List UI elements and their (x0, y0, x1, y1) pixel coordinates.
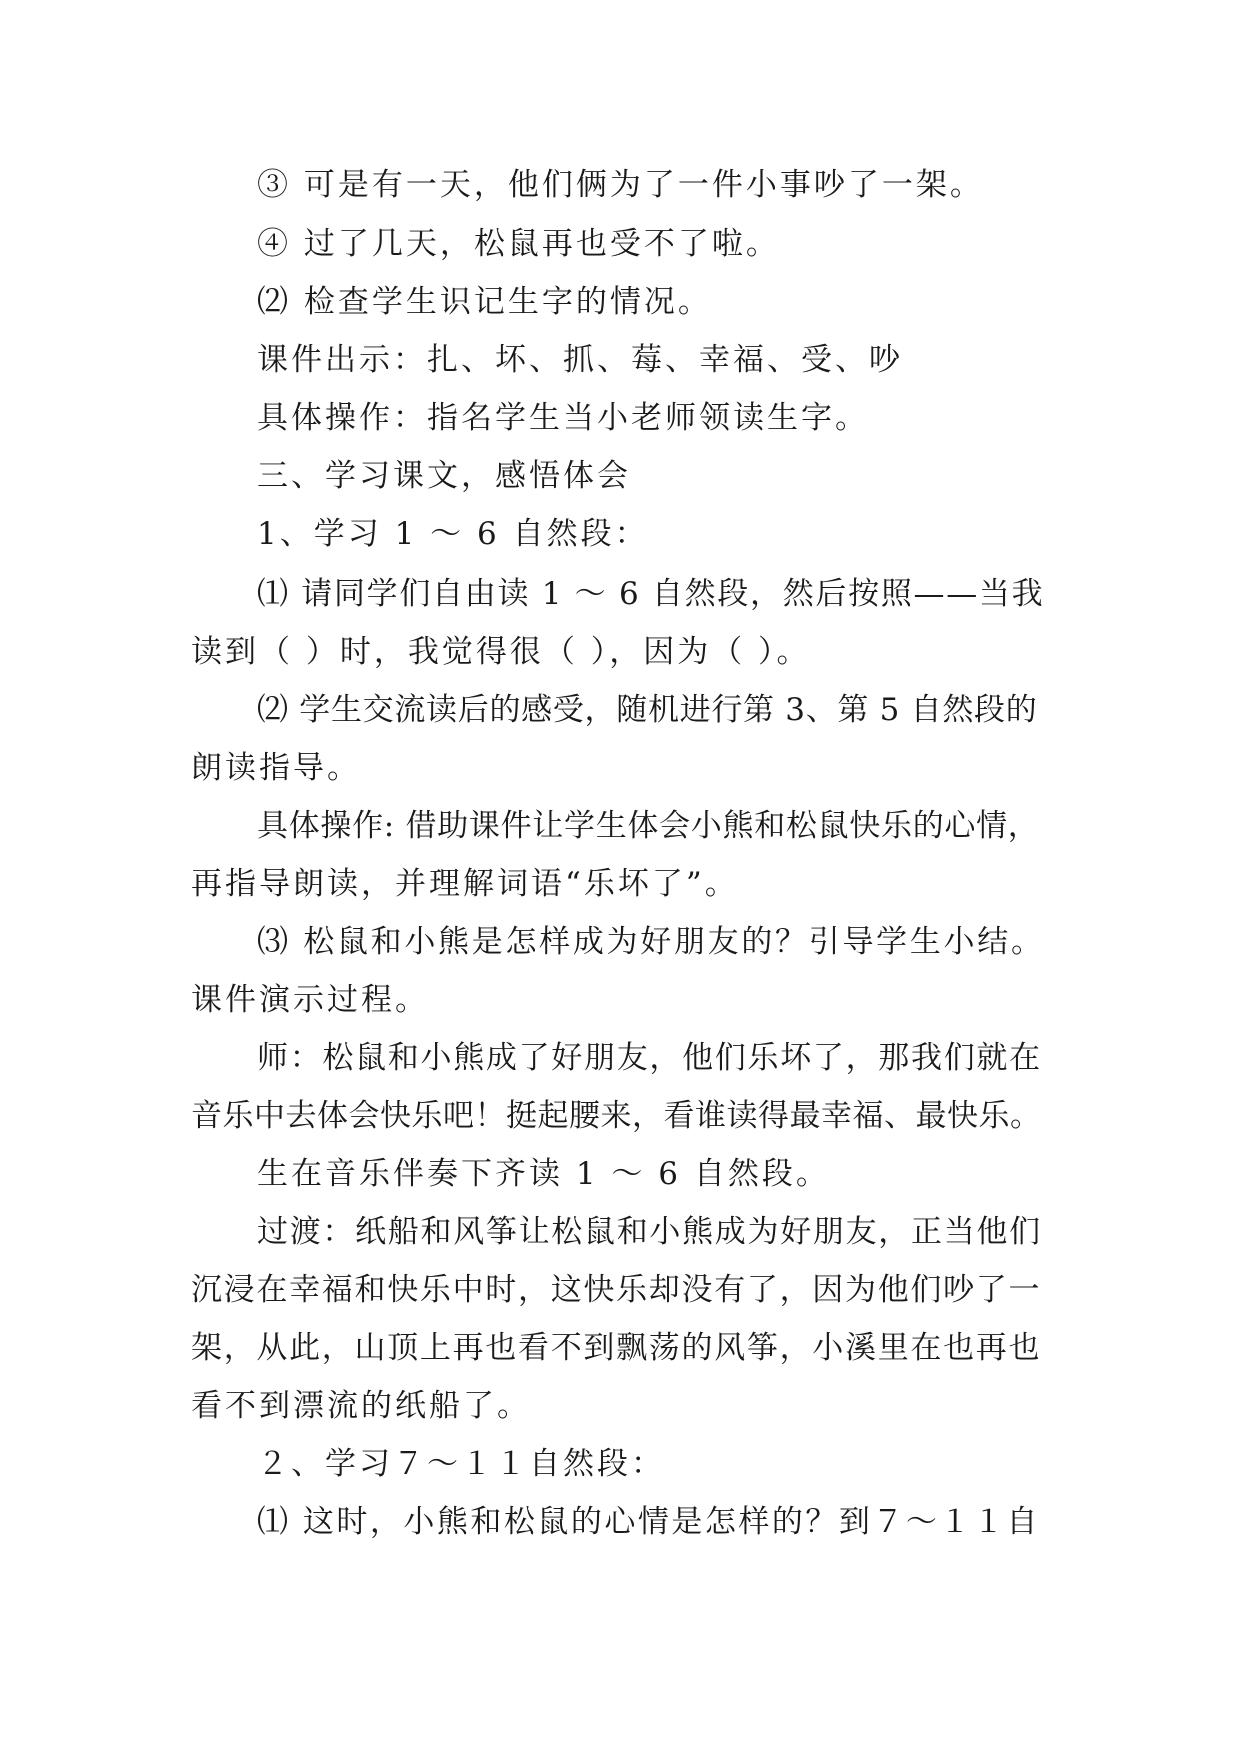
text-line-17: 音乐中去体会快乐吧！挺起腰来，看谁读得最幸福、最快乐。 (191, 1098, 1042, 1134)
text-line-14: ⑶ 松鼠和小熊是怎样成为好朋友的？引导学生小结。 (257, 924, 1045, 960)
text-line-22: 看不到漂流的纸船了。 (191, 1388, 531, 1424)
subsection-heading-2: ２、学习７～１１自然段： (257, 1446, 665, 1482)
text-line-8: ⑴ 请同学们自由读 1 ～ 6 自然段，然后按照——当我 (257, 576, 1045, 612)
text-line-20: 沉浸在幸福和快乐中时，这快乐却没有了，因为他们吵了一 (191, 1272, 1042, 1308)
text-line-13: 再指导朗读，并理解词语“乐坏了”。 (191, 866, 739, 902)
text-line-16: 师：松鼠和小熊成了好朋友，他们乐坏了，那我们就在 (257, 1040, 1042, 1076)
text-line-24: ⑴ 这时，小熊和松鼠的心情是怎样的？到７～１１自 (257, 1504, 1040, 1540)
text-line-18: 生在音乐伴奏下齐读 1 ～ 6 自然段。 (257, 1156, 830, 1192)
subsection-heading-1: 1、学习 1 ～ 6 自然段： (257, 516, 649, 552)
text-line-4: 课件出示：扎、坏、抓、莓、幸福、受、吵 (257, 342, 903, 378)
text-line-11: 朗读指导。 (191, 750, 361, 786)
text-line-12: 具体操作: 借助课件让学生体会小熊和松鼠快乐的心情， (257, 808, 1040, 844)
text-line-21: 架，从此，山顶上再也看不到飘荡的风筝，小溪里在也再也 (191, 1330, 1042, 1366)
text-line-1: ③ 可是有一天，他们俩为了一件小事吵了一架。 (257, 167, 984, 203)
text-line-9: 读到（ ）时，我觉得很（ ），因为（ ）。 (191, 634, 811, 670)
text-line-2: ④ 过了几天，松鼠再也受不了啦。 (257, 226, 780, 262)
section-heading: 三、学习课文，感悟体会 (257, 458, 631, 494)
text-line-5: 具体操作：指名学生当小老师领读生字。 (257, 400, 869, 436)
text-line-10: ⑵ 学生交流读后的感受，随机进行第 3、第 5 自然段的 (257, 692, 1038, 728)
text-line-15: 课件演示过程。 (191, 982, 429, 1018)
text-line-3: ⑵ 检查学生识记生字的情况。 (257, 284, 712, 320)
text-line-19: 过渡：纸船和风筝让松鼠和小熊成为好朋友，正当他们 (257, 1214, 1042, 1250)
